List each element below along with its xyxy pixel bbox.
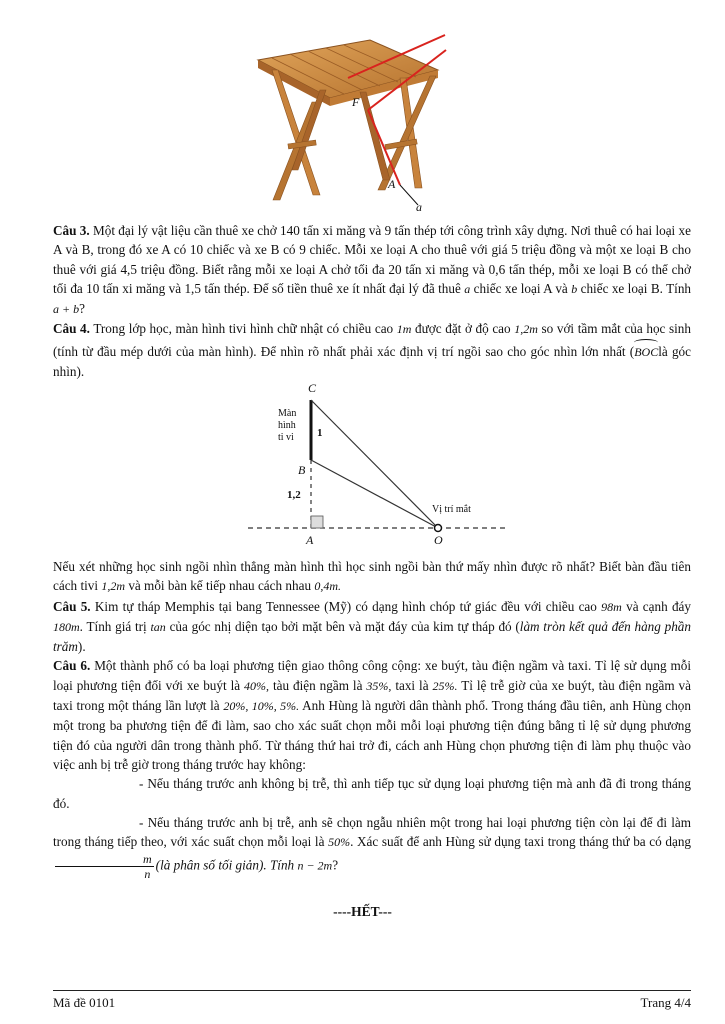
question-5-text-4: của góc nhị diện tạo bởi mặt bên và mặt đáy của kim tự tháp đó ( — [169, 618, 520, 634]
question-4-height: 1m — [396, 322, 412, 337]
question-3-text-2: chiếc xe loại A và — [473, 280, 568, 296]
question-4-text-6: và mỗi bàn kế tiếp nhau cách nhau — [128, 578, 312, 594]
question-6-text-3: taxi là — [395, 677, 429, 693]
question-4-text-1: Trong lớp học, màn hình tivi hình chữ nhật có chiều cao — [93, 321, 394, 337]
question-5-text-2: và cạnh đáy — [626, 598, 692, 614]
question-6-text-4: Tỉ lệ trễ giờ của xe buýt, tàu điện ngầm và taxi trong một tháng lần lượt là — [53, 677, 691, 714]
question-3-4-block — [53, 221, 691, 381]
question-3-var-a: a — [464, 281, 471, 296]
question-4 — [53, 319, 691, 381]
question-6-text-5: Anh Hùng là người dân thành phố. Trong tháng đầu tiên, anh Hùng chọn một trong ba phương tiện để đi làm, sao cho xác suất chọn mỗi mỗi loại phương tiện đúng bằng tỉ lệ sử dụng phương tiện đó của người dân trong thành phố. Từ tháng thứ hai trở đi, cách anh Hùng chọn phương tiện đi làm phụ thuộc vào việc anh bị trễ giờ trong tháng trước hay không: — [53, 698, 691, 772]
question-5-height: 98m — [601, 599, 622, 614]
question-5-text-3: . Tính giá trị — [79, 618, 147, 634]
question-6 — [53, 656, 691, 774]
question-6-label: Câu 6. — [53, 658, 91, 674]
fraction-numerator: m — [55, 852, 154, 867]
diagram-eye-label: Vị trí mắt — [432, 504, 471, 515]
question-6-late-rates: 20%, 10%, 5%. — [223, 699, 300, 714]
question-6-bullet-1 — [53, 774, 691, 813]
question-3-var-b: b — [571, 281, 578, 296]
question-6-bullet-2 — [53, 813, 691, 882]
question-5-label: Câu 5. — [53, 598, 91, 614]
question-6-fraction — [55, 852, 154, 881]
figure-label-A: A — [388, 177, 396, 191]
diagram-label-B: B — [298, 463, 306, 477]
diagram-label-C: C — [308, 381, 317, 395]
folding-table-figure — [250, 30, 450, 214]
question-5-text-5: ). — [77, 639, 86, 655]
diagram-label-O: O — [434, 533, 443, 547]
question-4-text-4: là góc nhìn). — [53, 343, 691, 380]
question-3-expr: a + b — [53, 302, 80, 317]
diagram-height-label: 1 — [317, 427, 323, 439]
question-6-text-2: tàu điện ngầm là — [272, 677, 363, 693]
footer-page-number: Trang 4/4 — [640, 995, 691, 1010]
question-6-taxi-rate: 25%. — [432, 678, 458, 693]
question-6-bullet-1-text: - Nếu tháng trước anh không bị trễ, thì anh tiếp tục sử dụng loại phương tiện mà anh đã đi trong tháng đó. — [53, 776, 691, 811]
question-3-text-3: chiếc xe loại B. Tính — [580, 280, 692, 296]
footer-divider — [53, 990, 691, 991]
question-6-metro-rate: 35%, — [366, 678, 392, 693]
question-5-text-1: Kim tự tháp Memphis tại bang Tennessee (Mỹ) có dạng hình chóp tứ giác đều với chiều cao — [94, 598, 597, 614]
question-4-elevation: 1,2m — [514, 322, 538, 337]
end-mark: ----HẾT--- — [333, 904, 392, 919]
question-3-label: Câu 3. — [53, 223, 90, 238]
figure-label-F: F — [352, 95, 360, 109]
question-5-rounding: làm tròn kết quả đến hàng phần trăm — [53, 618, 691, 655]
question-5-tan: tan — [150, 619, 166, 634]
question-5 — [53, 597, 691, 657]
question-4-continued — [53, 557, 691, 597]
question-6-half: 50% — [328, 835, 351, 850]
question-4-5-6-block — [53, 557, 691, 881]
question-4-text-3: so với tầm mắt của học sinh (tính từ đầu mép dưới của màn hình). Để nhìn rõ nhất phải xác định vị trí ngồi sao cho góc nhìn lớn nhất ( — [53, 321, 691, 359]
question-3-text-4: ? — [79, 301, 85, 317]
question-4-text-5: Nếu xét những học sinh ngồi nhìn thẳng màn hình thì học sinh ngồi bàn thứ mấy nhìn được rõ nhất? Biết bàn đầu tiên cách tivi — [53, 559, 691, 594]
question-6-bus-rate: 40%, — [244, 678, 270, 693]
fraction-denominator: n — [144, 867, 151, 882]
question-6-text-8: ? — [332, 857, 339, 873]
diagram-screen-label-1: Màn — [278, 408, 297, 419]
diagram-label-A: A — [306, 533, 314, 547]
question-6-expr: n − 2m — [297, 858, 333, 873]
question-4-first-desk: 1,2m — [101, 579, 126, 594]
question-4-angle: BOC — [634, 340, 658, 362]
figure-label-a: a — [416, 200, 422, 214]
tv-viewing-diagram — [238, 378, 510, 548]
diagram-elevation-label: 1,2 — [287, 489, 301, 501]
question-6-text-7: (là phân số tối giản). Tính — [155, 857, 295, 873]
question-6-bullet-2-text: - Nếu tháng trước anh bị trễ, anh sẽ chọn ngẫu nhiên một trong hai loại phương tiện còn lại để đi làm trong tháng tiếp theo, với xác suất chọn mỗi loại là — [53, 814, 691, 850]
question-3 — [53, 221, 691, 319]
question-4-spacing: 0,4m. — [314, 579, 342, 594]
question-4-text-2: được đặt ở độ cao — [415, 321, 511, 337]
footer-exam-code: Mã đề 0101 — [53, 995, 116, 1010]
diagram-screen-label-3: ti vi — [278, 432, 294, 443]
diagram-screen-label-2: hình — [278, 420, 296, 431]
question-6-text-1: Một thành phố có ba loại phương tiện giao thông công cộng: xe buýt, tàu điện ngầm và taxi. Tỉ lệ sử dụng mỗi loại phương tiện đối với xe buýt là — [53, 658, 692, 693]
question-4-label: Câu 4. — [53, 321, 90, 337]
question-3-text-1: Một đại lý vật liệu cần thuê xe chở 140 tấn xi măng và 9 tấn thép tới công trình xây dựng. Nơi thuê có hai loại xe A và B, trong đó xe A có 10 chiếc và xe B có 9 chiếc. Mỗi xe loại A cho thuê với giá 5 triệu đồng và một xe loại B cho thuê với giá 4,5 triệu đồng. Biết rằng mỗi xe loại A chở tối đa 20 tấn xi măng và 0,6 tấn thép, mỗi xe loại B có thể chở tối đa 10 tấn xi măng và 1,5 tấn thép. Để số tiền thuê xe ít nhất đại lý đã thuê — [53, 223, 691, 296]
question-5-base: 180m — [53, 619, 80, 634]
question-6-text-6: . Xác suất để anh Hùng sử dụng taxi trong tháng thứ ba có dạng — [350, 834, 692, 850]
